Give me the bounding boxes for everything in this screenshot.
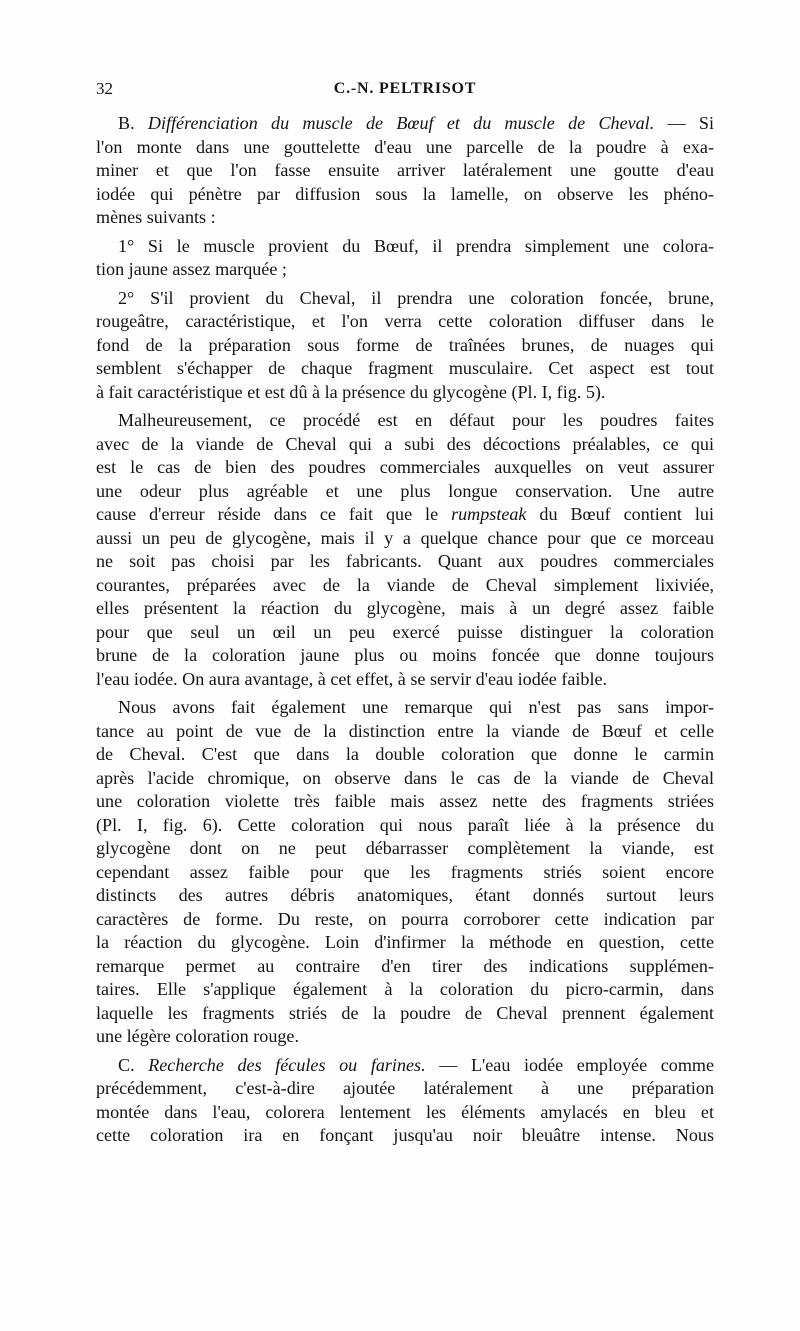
paragraph (96, 696, 714, 1049)
text-span: montée dans l'eau, colorera lentement les éléments amylacés en bleu et (96, 1101, 714, 1122)
text-span: miner et que l'on fasse ensuite arriver latéralement une goutte d'eau (96, 160, 714, 180)
text-span: tion jaune assez marquée ; (96, 259, 287, 279)
text-span: remarque permet au contraire d'en tirer des indications supplémen- (96, 955, 714, 976)
text-line (96, 790, 714, 814)
text-line (96, 837, 714, 861)
text-span: du Bœuf contient lui (526, 504, 714, 524)
text-line (96, 1002, 714, 1026)
text-span: 2° S'il provient du Cheval, il prendra une coloration foncée, brune, (118, 287, 714, 308)
text-line (96, 183, 714, 207)
text-line (96, 720, 714, 744)
body-text (96, 112, 714, 1153)
text-span: ne soit pas choisi par les fabricants. Quant aux poudres commerciales (96, 551, 714, 571)
text-span: cause d'erreur réside dans ce fait que le (96, 504, 452, 524)
text-line (96, 1025, 714, 1049)
text-line (96, 743, 714, 767)
text-span: l'eau iodée. On aura avantage, à cet effet, à se servir d'eau iodée faible. (96, 668, 608, 689)
text-line (96, 696, 714, 720)
text-span: B. (118, 113, 148, 133)
text-span: caractères de forme. Du reste, on pourra corroborer cette indication par (96, 908, 714, 929)
text-line (96, 206, 714, 230)
text-line (96, 1124, 714, 1148)
text-span: une coloration violette très faible mais assez nette des fragments striées (96, 791, 714, 811)
text-line (96, 159, 714, 183)
text-span: la réaction du glycogène. Loin d'infirmer la méthode en question, cette (96, 932, 714, 952)
text-line (96, 597, 714, 621)
text-span: de Cheval. C'est que dans la double coloration que donne le carmin (96, 744, 714, 764)
text-line (96, 310, 714, 334)
text-line (96, 550, 714, 574)
text-line (96, 235, 714, 259)
text-line (96, 955, 714, 979)
italic-text: Différenciation du muscle de Bœuf et du muscle de Cheval. (147, 113, 655, 133)
text-line (96, 814, 714, 838)
text-span: C. (118, 1054, 149, 1075)
text-span: l'on monte dans une gouttelette d'eau une parcelle de la poudre à exa- (96, 136, 714, 157)
text-line (96, 357, 714, 381)
text-line (96, 668, 714, 692)
text-span: laquelle les fragments striés de la poudre de Cheval prennent également (96, 1002, 714, 1023)
page-number: 32 (96, 79, 113, 98)
text-line (96, 1077, 714, 1101)
paragraph (96, 409, 714, 691)
text-span: courantes, préparées avec de la viande de Cheval simplement lixiviée, (96, 574, 714, 595)
text-line (96, 767, 714, 791)
text-line (96, 287, 714, 311)
text-span: précédemment, c'est-à-dire ajoutée latéralement à une préparation (96, 1078, 714, 1098)
text-line (96, 908, 714, 932)
running-head: C.-N. PELTRISOT (333, 80, 477, 97)
text-span: avec de la viande de Cheval qui a subi des décoctions préalables, ce qui (96, 433, 714, 454)
text-span: iodée qui pénètre par diffusion sous la lamelle, on observe les phéno- (96, 183, 714, 204)
text-line (96, 1101, 714, 1125)
text-span: — Si (654, 113, 714, 133)
paragraph (96, 1054, 714, 1148)
text-span: 1° Si le muscle provient du Bœuf, il prendra simplement une colora- (118, 235, 714, 256)
text-span: glycogène dont on ne peut débarrasser complètement la viande, est (96, 838, 714, 858)
text-line (96, 381, 714, 405)
text-line (96, 861, 714, 885)
text-span: — L'eau iodée employée comme (425, 1054, 714, 1075)
text-line (96, 480, 714, 504)
text-span: tance au point de vue de la distinction entre la viande de Bœuf et celle (96, 720, 714, 741)
paragraph (96, 235, 714, 282)
text-line (96, 334, 714, 358)
text-span: cette coloration ira en fonçant jusqu'au noir bleuâtre intense. Nous (96, 1125, 714, 1145)
text-span: distincts des autres débris anatomiques, étant donnés surtout leurs (96, 885, 714, 905)
text-line (96, 527, 714, 551)
text-span: semblent s'échapper de chaque fragment musculaire. Cet aspect est tout (96, 358, 714, 378)
text-span: rougeâtre, caractéristique, et l'on verra cette coloration diffuser dans le (96, 311, 714, 331)
text-span: (Pl. I, fig. 6). Cette coloration qui nous paraît liée à la présence du (96, 814, 714, 835)
text-span: Nous avons fait également une remarque qui n'est pas sans impor- (118, 697, 714, 717)
text-span: une odeur plus agréable et une plus longue conservation. Une autre (96, 480, 714, 501)
text-line (96, 978, 714, 1002)
text-span: elles présentent la réaction du glycogène, mais à un degré assez faible (96, 598, 714, 618)
text-line (96, 503, 714, 527)
text-line (96, 1054, 714, 1078)
text-span: est le cas de bien des poudres commerciales auxquelles on veut assurer (96, 457, 714, 477)
text-line (96, 258, 714, 282)
italic-text: rumpsteak (451, 504, 527, 524)
text-span: mènes suivants : (96, 207, 216, 227)
text-span: fond de la préparation sous forme de traînées brunes, de nuages qui (96, 334, 714, 355)
text-line (96, 574, 714, 598)
text-span: cependant assez faible pour que les fragments striés soient encore (96, 861, 714, 882)
page-header (96, 78, 714, 102)
paragraph (96, 112, 714, 230)
paragraph (96, 287, 714, 405)
text-line (96, 456, 714, 480)
text-span: pour que seul un œil un peu exercé puisse distinguer la coloration (96, 621, 714, 642)
text-span: taires. Elle s'applique également à la coloration du picro-carmin, dans (96, 979, 714, 999)
text-line (96, 433, 714, 457)
text-span: après l'acide chromique, on observe dans le cas de la viande de Cheval (96, 767, 714, 788)
text-span: aussi un peu de glycogène, mais il y a quelque chance pour que ce morceau (96, 527, 714, 548)
text-span: à fait caractéristique et est dû à la présence du glycogène (Pl. I, fig. 5). (96, 381, 606, 402)
text-line (96, 884, 714, 908)
text-line (96, 112, 714, 136)
text-line (96, 621, 714, 645)
text-line (96, 931, 714, 955)
text-span: brune de la coloration jaune plus ou moins foncée que donne toujours (96, 645, 714, 665)
text-line (96, 409, 714, 433)
text-line (96, 644, 714, 668)
text-span: une légère coloration rouge. (96, 1026, 299, 1046)
text-span: Malheureusement, ce procédé est en défaut pour les poudres faites (118, 410, 714, 430)
text-line (96, 136, 714, 160)
italic-text: Recherche des fécules ou farines. (148, 1054, 426, 1075)
